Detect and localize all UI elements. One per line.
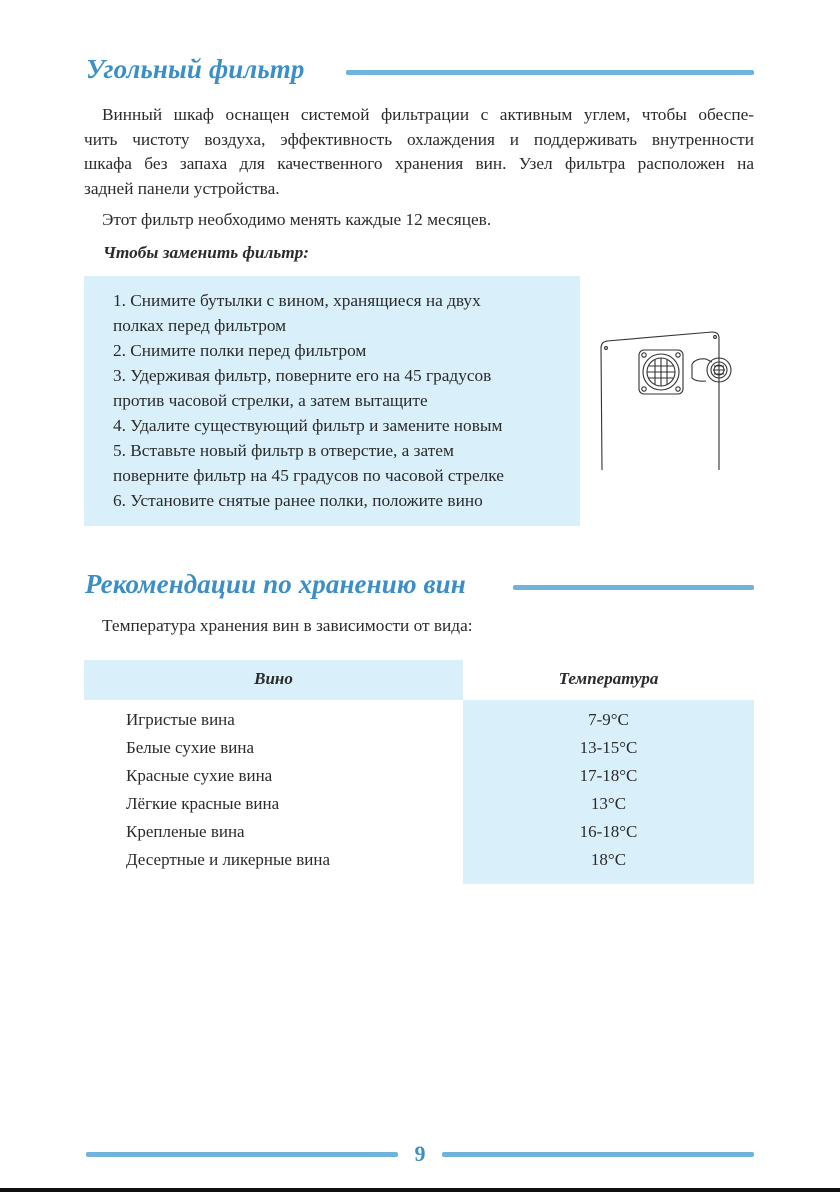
back-panel-filter-illustration (596, 326, 732, 476)
table-cell-wine: Белые сухие вина (126, 738, 254, 757)
table-wine-column (126, 706, 330, 874)
table-cell-temp: 13°C (590, 794, 627, 813)
step-line: полках перед фильтром (113, 316, 287, 335)
step-line: 3. Удерживая фильтр, поверните его на 45 градусов (113, 366, 492, 385)
step-line: против часовой стрелки, а затем вытащите (113, 391, 428, 410)
step-line: поверните фильтр на 45 градусов по часовой стрелке (113, 466, 504, 485)
storage-title-rule (513, 585, 754, 590)
table-cell-wine: Лёгкие красные вина (126, 794, 280, 813)
table-cell-wine: Крепленые вина (126, 822, 245, 841)
table-cell-wine: Игристые вина (126, 710, 235, 729)
paragraph-line: задней панели устройства. (84, 178, 280, 198)
table-header-temperature: Температура (558, 669, 659, 688)
page-number: 9 (414, 1141, 426, 1166)
filter-paragraph-2: Этот фильтр необходимо менять каждые 12 месяцев. (102, 210, 492, 229)
filter-paragraph-1 (84, 103, 754, 201)
table-cell-wine: Десертные и ликерные вина (126, 850, 330, 869)
filter-title-rule (346, 70, 754, 75)
step-line: 1. Снимите бутылки с вином, хранящиеся на двух (113, 291, 481, 310)
step-line: 4. Удалите существующий фильтр и замените новым (113, 416, 503, 435)
table-cell-wine: Красные сухие вина (126, 766, 273, 785)
step-line: 2. Снимите полки перед фильтром (113, 341, 367, 360)
paragraph-line: чить чистоту воздуха, эффективность охлаждения и поддерживать внутренности (84, 129, 754, 149)
filter-section-title: Угольный фильтр (86, 54, 305, 84)
step-line: 5. Вставьте новый фильтр в отверстие, а затем (113, 441, 454, 460)
steps-list (113, 288, 504, 513)
paragraph-line: шкафа без запаха для качественного хранения вин. Узел фильтра расположен на (84, 154, 754, 174)
footer-rule-left (86, 1152, 398, 1157)
table-cell-temp: 16-18°C (579, 822, 638, 841)
table-cell-temp: 18°C (590, 850, 627, 869)
storage-section-title: Рекомендации по хранению вин (85, 569, 466, 599)
steps-heading: Чтобы заменить фильтр: (103, 243, 310, 262)
step-line: 6. Установите снятые ранее полки, положите вино (113, 491, 483, 510)
table-cell-temp: 7-9°C (588, 710, 629, 729)
table-cell-temp: 17-18°C (579, 766, 638, 785)
page-bottom-edge (0, 1188, 840, 1192)
table-header-wine: Вино (254, 669, 293, 688)
paragraph-line: Винный шкаф оснащен системой фильтрации с активным углем, чтобы обеспе- (102, 105, 754, 124)
footer-rule-right (442, 1152, 754, 1157)
table-temp-column (463, 706, 754, 874)
storage-intro: Температура хранения вин в зависимости от вида: (102, 616, 473, 635)
table-cell-temp: 13-15°C (579, 738, 638, 757)
